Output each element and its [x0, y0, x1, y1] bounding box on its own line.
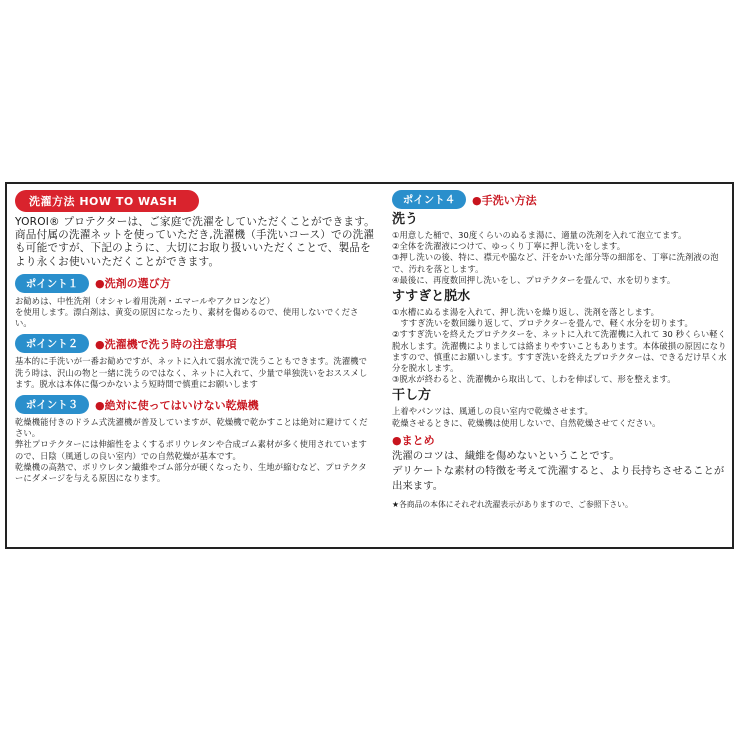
point-badge: ポイント３: [15, 395, 89, 414]
point-3-header: [15, 395, 375, 414]
body-line: を使用します。漂白剤は、黄変の原因になったり、素材を傷めるので、使用しないでください。: [15, 307, 359, 329]
point-2-body: [15, 356, 375, 390]
left-column: [15, 190, 375, 484]
dry-body: [392, 406, 727, 428]
step-line: ②全体を洗濯液につけて、ゆっくり丁寧に押し洗いをします。: [392, 241, 626, 252]
rinse-title: すすぎと脱水: [392, 289, 471, 305]
summary-line: 洗濯のコツは、繊維を傷めないということです。: [392, 449, 620, 462]
footnote: ★各商品の本体にそれぞれ洗濯表示がありますので、ご参照下さい。: [392, 499, 633, 509]
point-badge: ポイント４: [392, 190, 466, 209]
point-heading: ●絶対に使ってはいけない乾燥機: [95, 398, 259, 412]
title-badge: 洗濯方法 HOW TO WASH: [15, 190, 199, 212]
point-3-body: [15, 417, 375, 484]
point-4-header: [392, 190, 727, 209]
summary-line: デリケートな素材の特徴を考えて洗濯すると、より長持ちさせることが出来ます。: [392, 464, 725, 492]
point-badge: ポイント１: [15, 274, 89, 293]
body-line: 乾燥機能付きのドラム式洗濯機が普及していますが、乾燥機で乾かすことは絶対に避けてください。: [15, 417, 368, 439]
step-line: ④最後に、再度数回押し洗いをし、プロテクターを畳んで、水を切ります。: [392, 274, 676, 285]
body-line: 乾燥機の高熱で、ポリウレタン繊維やゴム部分が硬くなったり、生地が縮むなど、プロテクターにダメージを与える原因になります。: [15, 461, 367, 484]
point-1-body: [15, 296, 375, 330]
step-line: ②すすぎ洗いを終えたプロテクターを、ネットに入れて洗濯機に入れて 30 秒くらい軽く脱水します。洗濯機によりましては絡まりやすいこともあります。本体破損の原因になりますので、慎重にお願いします。すすぎ洗いを終えたプロテクターは、できるだけ早く水分を脱水します。: [392, 329, 727, 374]
summary-body: [392, 449, 727, 494]
body-line: 乾燥させるときに、乾燥機は使用しないで、自然乾燥させてください。: [392, 417, 661, 428]
step-line: ①用意した桶で、30度くらいのぬるま湯に、適量の洗剤を入れて泡立てます。: [392, 230, 687, 240]
washing-instructions-card: [5, 182, 734, 549]
dry-title: 干し方: [392, 388, 432, 404]
point-badge: ポイント２: [15, 334, 89, 353]
body-line: 基本的に手洗いが一番お勧めですが、ネットに入れて弱水流で洗うこともできます。洗濯機で洗う時は、沢山の物と一緒に洗うのではなく、ネットに入れて、少量で単独洗いをおススメします。脱水は本体に傷つかないよう短時間で慎重にお願いします: [15, 356, 368, 389]
wash-steps: [392, 230, 727, 286]
step-line: ③押し洗いの後、特に、襟元や脇など、汗をかいた部分等の細部を、丁寧に洗剤液の泡で、汚れを落とします。: [392, 252, 719, 274]
intro-text: YOROI® プロテクターは、ご家庭で洗濯をしていただくことができます。商品付属の洗濯ネットを使っていただき,洗濯機（手洗いコース）での洗濯も可能ですが、下記のように、大切にお取り扱いいただくことで、製品をより永くお使いいただくことができます。: [15, 216, 375, 268]
body-line: お勧めは、中性洗剤（オシャレ着用洗剤・エマールやアクロンなど）: [15, 295, 275, 306]
point-heading: ●洗剤の選び方: [95, 277, 171, 291]
summary-heading: ●まとめ: [392, 433, 435, 447]
wash-title: 洗う: [392, 212, 419, 227]
step-line: ①水槽にぬるま湯を入れて、押し洗いを繰り返し、洗剤を落とします。: [392, 307, 660, 318]
point-2-header: [15, 334, 375, 353]
rinse-steps: [392, 307, 727, 385]
body-line: 上着やパンツは、風通しの良い室内で乾燥させます。: [392, 406, 593, 417]
right-column: [392, 190, 727, 510]
step-line: すすぎ洗いを数回繰り返して、プロテクターを畳んで、軽く水分を切ります。: [392, 318, 693, 329]
point-heading: ●洗濯機で洗う時の注意事項: [95, 337, 237, 351]
point-heading: ●手洗い方法: [472, 193, 537, 207]
body-line: 弊社プロテクターには伸縮性をよくするポリウレタンや合成ゴム素材が多く使用されていますので、日陰（風通しの良い室内）での自然乾燥が基本です。: [15, 439, 367, 461]
step-line: ③脱水が終わると、洗濯機から取出して、しわを伸ばして、形を整えます。: [392, 374, 676, 385]
point-1-header: [15, 274, 375, 293]
